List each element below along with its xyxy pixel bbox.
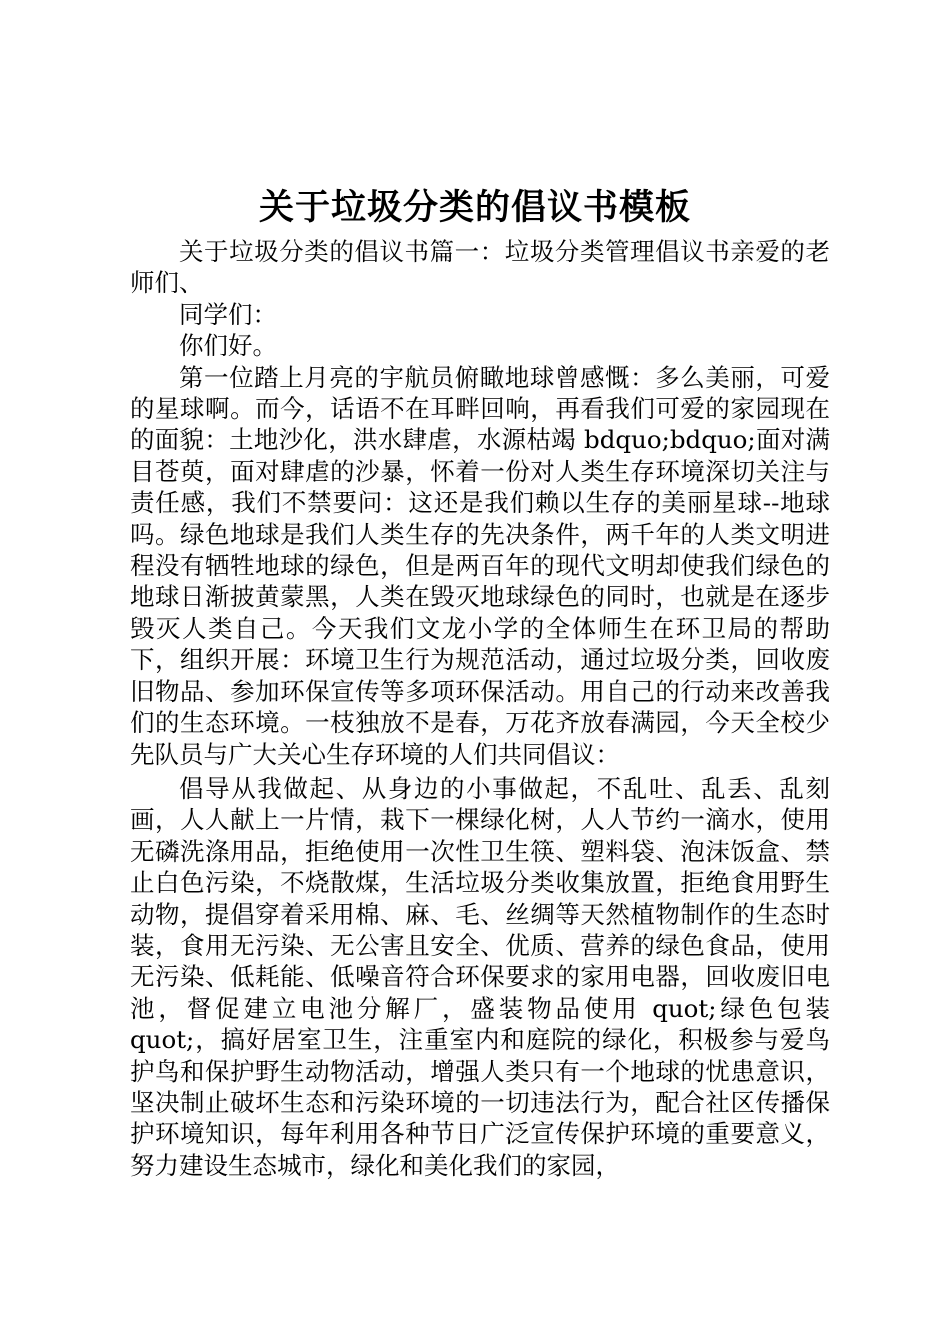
paragraph-intro: 第一位踏上月亮的宇航员俯瞰地球曾感慨：多么美丽，可爱的星球啊。而今，话语不在耳畔回响，再看我们可爱的家园现在的面貌：土地沙化，洪水肆虐，水源枯竭 bdquo;bdquo;面对满目苍萸，面对肆虐的沙暴，怀着一份对人类生存环境深切关注与责任感，我们不禁要问：这还是我们赖以生存的美丽星球--地球吗。绿色地球是我们人类生存的先决条件，两千年的人类文明进程没有牺牲地球的绿色，但是两百年的现代文明却使我们绿色的地球日渐披黄蒙黑，人类在毁灭地球绿色的同时，也就是在逐步毁灭人类自己。今天我们文龙小学的全体师生在环卫局的帮助下，组织开展：环境卫生行为规范活动，通过垃圾分类，回收废旧物品、参加环保宣传等多项环保活动。用自己的行动来改善我们的生态环境。一枝独放不是春，万花齐放春满园，今天全校少先队员与广大关心生存环境的人们共同倡议： (130, 362, 830, 769)
paragraph-proposal: 倡导从我做起、从身边的小事做起，不乱吐、乱丢、乱刻画，人人献上一片情，栽下一棵绿化树，人人节约一滴水，使用无磷洗涤用品，拒绝使用一次性卫生筷、塑料袋、泡沫饭盒、禁止白色污染，不烧散煤，生活垃圾分类收集放置，拒绝食用野生动物，提倡穿着采用棉、麻、毛、丝绸等天然植物制作的生态时装，食用无污染、无公害且安全、优质、营养的绿色食品，使用无污染、低耗能、低噪音符合环保要求的家用电器，回收废旧电池，督促建立电池分解厂，盛装物品使用 quot;绿色包装 quot;，搞好居室卫生，注重室内和庭院的绿化，积极参与爱鸟护鸟和保护野生动物活动，增强人类只有一个地球的忧患意识，坚决制止破坏生态和污染环境的一切违法行为，配合社区传播保护环境知识，每年利用各种节日广泛宣传保护环境的重要意义，努力建设生态城市，绿化和美化我们的家园， (130, 773, 830, 1180)
document-body (130, 236, 830, 1181)
document-title: 关于垃圾分类的倡议书模板 (258, 187, 691, 228)
paragraph-greeting-3: 你们好。 (179, 331, 277, 361)
paragraph-greeting-1: 关于垃圾分类的倡议书篇一：垃圾分类管理倡议书亲爱的老师们、 (130, 237, 830, 298)
paragraph-greeting-2: 同学们： (179, 299, 277, 329)
